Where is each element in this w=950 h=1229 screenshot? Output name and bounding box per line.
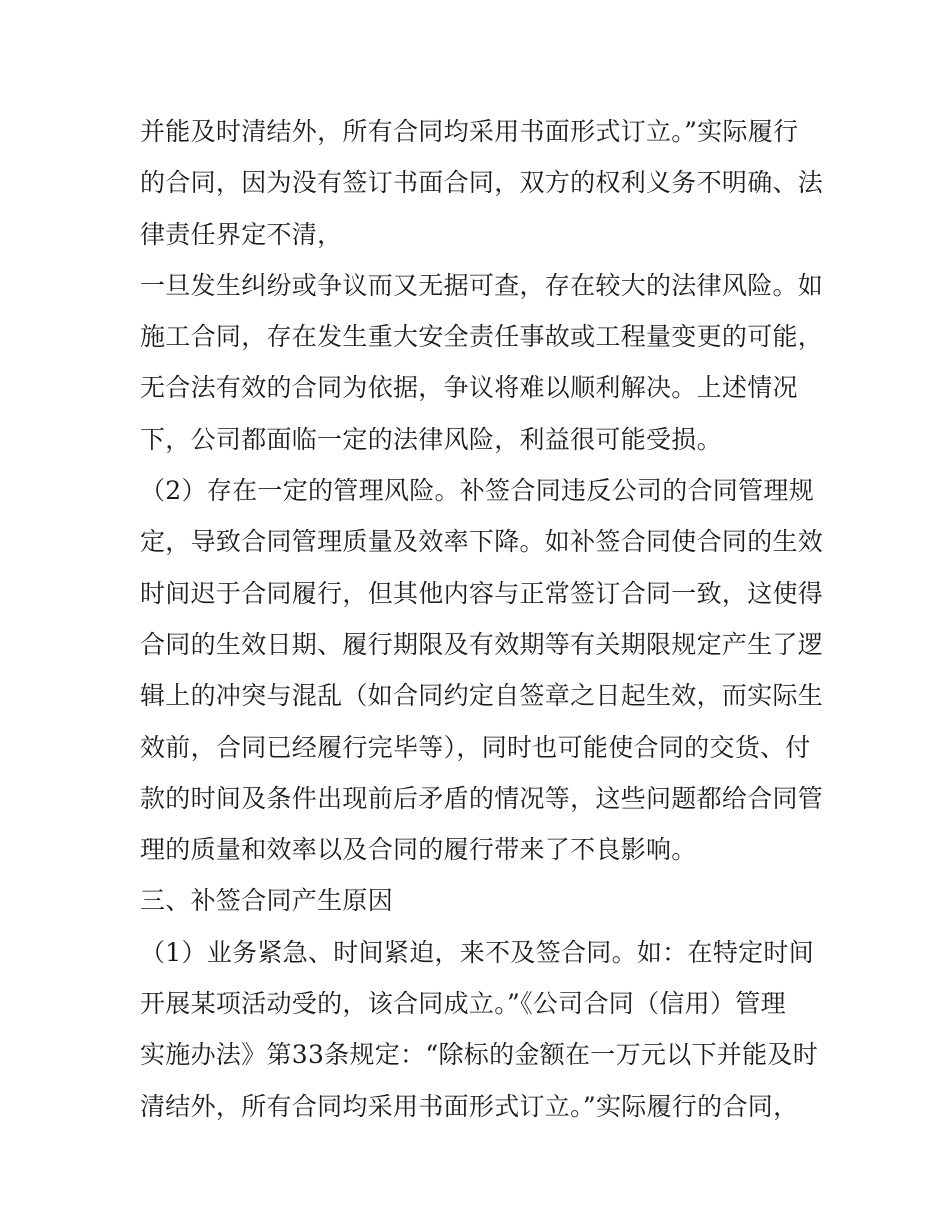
text-line-1: 并能及时清结外，所有合同均采用书面形式订立。”实际履行 <box>140 117 799 146</box>
text-line-20: 清结外，所有合同均采用书面形式订立。”实际履行的合同， <box>140 1091 799 1121</box>
text-line-8: （2）存在一定的管理风险。补签合同违反公司的合同管理规 <box>140 476 815 506</box>
text-line-5: 施工合同，存在发生重大安全责任事故或工程量变更的可能， <box>140 322 824 352</box>
section-heading: 三、补签合同产生原因 <box>140 886 394 916</box>
text-line-11: 合同的生效日期、履行期限及有效期等有关期限规定产生了逻 <box>140 629 824 659</box>
text-line-2: 的合同，因为没有签订书面合同，双方的权利义务不明确、法 <box>140 168 824 198</box>
text-line-15: 理的质量和效率以及合同的履行带来了不良影响。 <box>140 835 697 865</box>
text-line-9: 定，导致合同管理质量及效率下降。如补签合同使合同的生效 <box>140 527 824 557</box>
text-line-12: 辑上的冲突与混乱（如合同约定自签章之日起生效，而实际生 <box>140 681 824 711</box>
text-line-10: 时间迟于合同履行，但其他内容与正常签订合同一致，这使得 <box>140 578 824 608</box>
text-line-17: （1）业务紧急、时间紧迫，来不及签合同。如：在特定时间 <box>140 937 815 967</box>
text-line-19: 实施办法》第33条规定：“除标的金额在一万元以下并能及时 <box>140 1040 818 1070</box>
text-line-3: 律责任界定不清， <box>140 219 343 249</box>
body-text <box>140 106 824 1132</box>
text-line-7: 下，公司都面临一定的法律风险，利益很可能受损。 <box>140 424 722 454</box>
text-line-4: 一旦发生纠纷或争议而又无据可查，存在较大的法律风险。如 <box>140 270 824 300</box>
text-line-6: 无合法有效的合同为依据，争议将难以顺利解决。上述情况 <box>140 373 798 403</box>
text-line-14: 款的时间及条件出现前后矛盾的情况等，这些问题都给合同管 <box>140 783 824 813</box>
text-line-18: 开展某项活动受的，该合同成立。”《公司合同（信用）管理 <box>140 989 786 1019</box>
text-line-13: 效前，合同已经履行完毕等），同时也可能使合同的交货、付 <box>140 732 811 762</box>
